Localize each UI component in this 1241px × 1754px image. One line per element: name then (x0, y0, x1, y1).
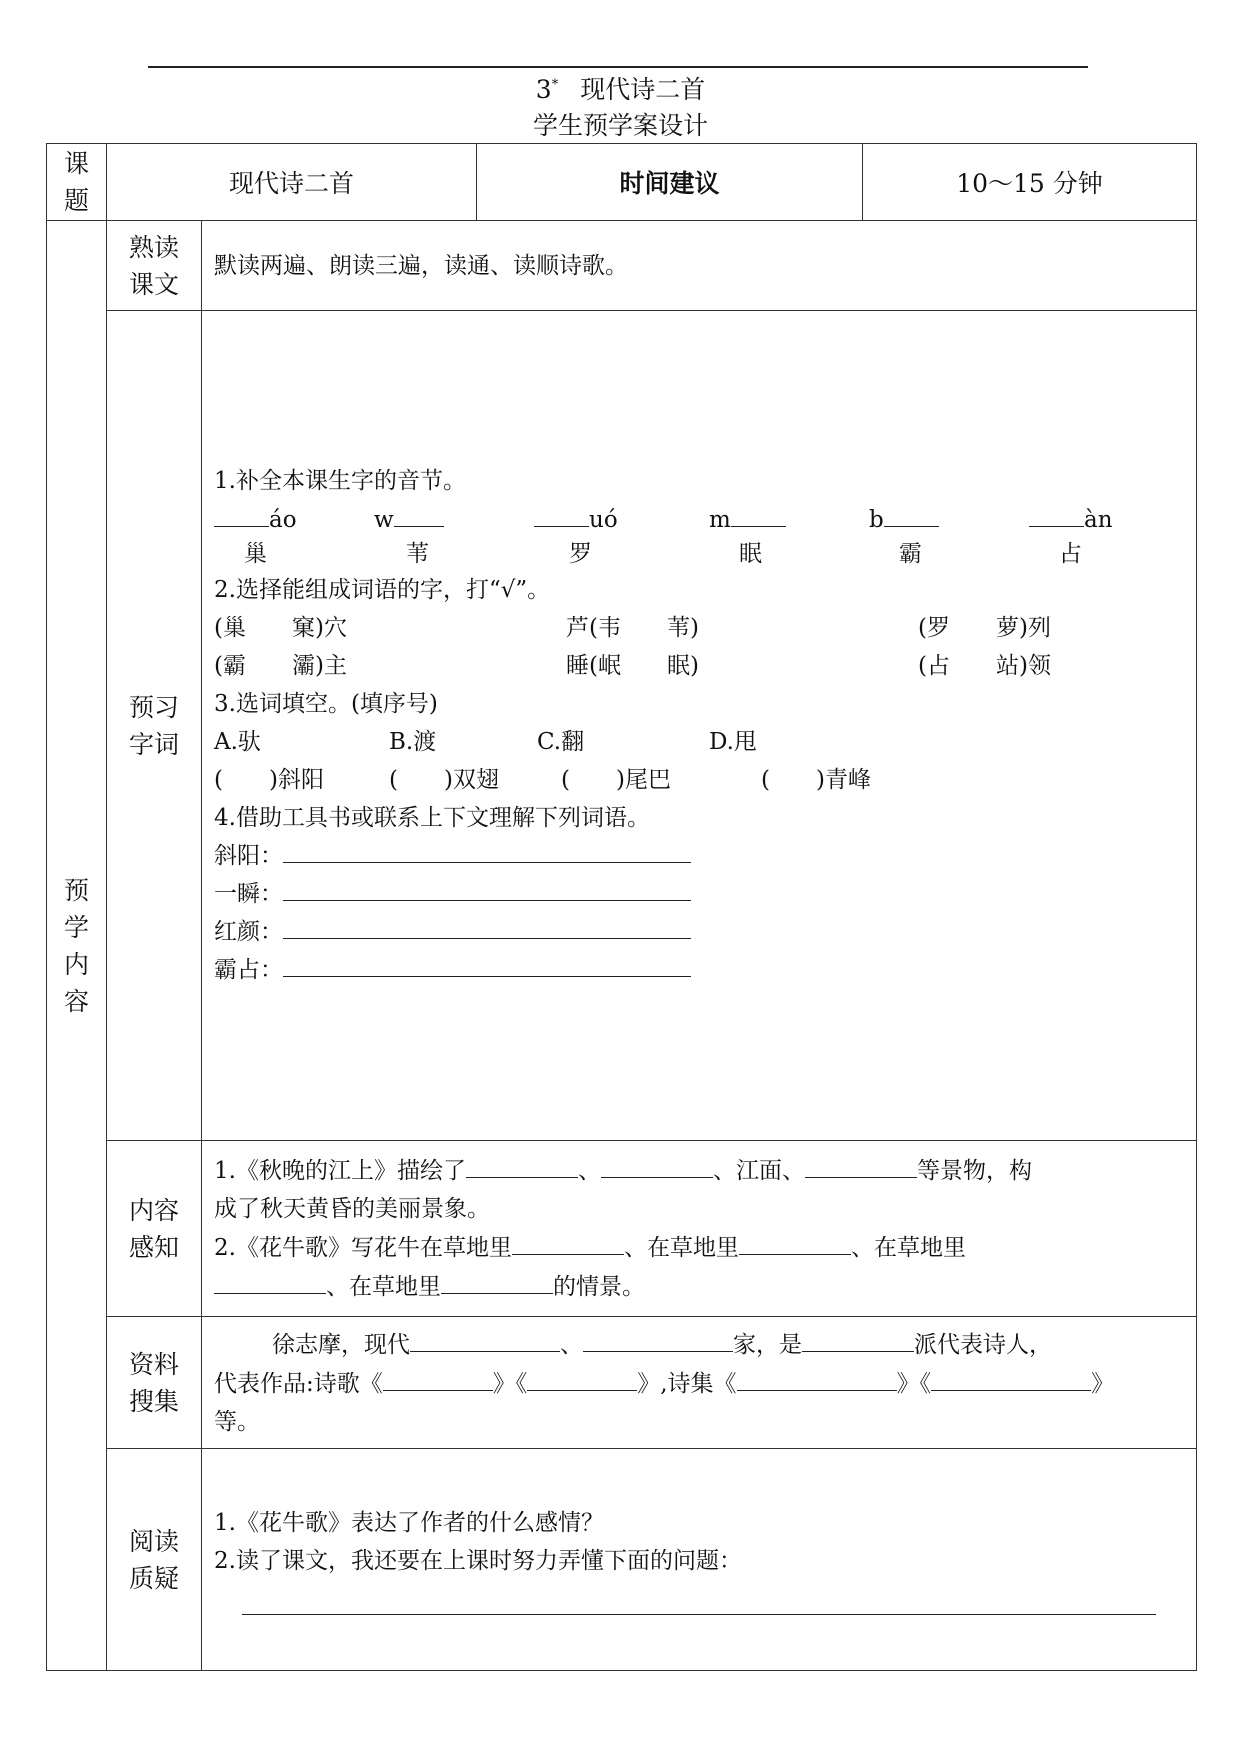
choice-1-2: 芦(韦 苇) (566, 615, 699, 641)
read-text: 默读两遍、朗读三遍，读通、读顺诗歌。 (202, 221, 1197, 311)
question-1: 1.《花牛歌》表达了作者的什么感情？ (214, 1510, 604, 1536)
topic-label: 课题 (47, 144, 107, 221)
read-label: 熟读 课文 (107, 221, 202, 311)
word-line-1: 斜阳： (214, 837, 1186, 875)
q3-text: 3.选词填空。(填序号) (214, 691, 438, 717)
perceive-line-2: 成了秋天黄昏的美丽景象。 (214, 1196, 490, 1222)
word-line-4: 霸占： (214, 951, 1186, 989)
q4-text: 4.借助工具书或联系上下文理解下列词语。 (214, 805, 650, 831)
material-line-1: 徐志摩，现代 、 家，是 派代表诗人， (214, 1325, 1186, 1364)
material-label: 资料 搜集 (107, 1317, 202, 1449)
pinyin-2: w (374, 500, 534, 537)
row-question (47, 1449, 1197, 1671)
time-value: 10～15 分钟 (863, 144, 1197, 221)
char-row (214, 537, 1186, 571)
perceive-line-1: 1.《秋晚的江上》描绘了 、 、江面、 等景物，构 (214, 1151, 1186, 1190)
time-label: 时间建议 (477, 144, 863, 221)
option-a: A.驮 (214, 729, 261, 755)
blank-3: ( )尾巴 (561, 767, 671, 793)
choice-2-1: (霸 灞)主 (214, 653, 347, 679)
blank-2: ( )双翅 (389, 767, 499, 793)
topic-value: 现代诗二首 (107, 144, 477, 221)
pinyin-6: àn (1029, 500, 1113, 537)
lesson-number: 3* (535, 75, 559, 104)
row-perceive (47, 1141, 1197, 1317)
preview-content (202, 311, 1197, 1141)
char-3: 罗 (569, 541, 592, 567)
material-line-3: 等。 (214, 1408, 260, 1435)
q2-text: 2.选择能组成词语的字，打“√”。 (214, 577, 551, 603)
preview-label: 预习 字词 (107, 311, 202, 1141)
char-5: 霸 (899, 541, 922, 567)
pinyin-4: m (709, 500, 869, 537)
question-label: 阅读 质疑 (107, 1449, 202, 1671)
perceive-line-3: 2.《花牛歌》写花牛在草地里 、在草地里 、在草地里 (214, 1228, 1186, 1267)
word-line-2: 一瞬： (214, 875, 1186, 913)
row-material (47, 1317, 1197, 1449)
pinyin-5: b (869, 500, 1029, 537)
worksheet-table (46, 143, 1197, 1671)
option-d: D.甩 (709, 729, 757, 755)
choice-1-3: (罗 萝)列 (918, 615, 1051, 641)
material-line-2: 代表作品:诗歌《 》《 》,诗集《 》《 》 (214, 1364, 1186, 1403)
char-6: 占 (1059, 541, 1082, 567)
pinyin-row (214, 500, 1186, 537)
blank-1: ( )斜阳 (214, 767, 324, 793)
pinyin-1: áo (214, 500, 374, 537)
choice-2-3: (占 站)领 (918, 653, 1051, 679)
material-content (202, 1317, 1197, 1449)
option-b: B.渡 (389, 729, 437, 755)
top-rule (148, 66, 1088, 68)
perceive-label: 内容 感知 (107, 1141, 202, 1317)
question-content (202, 1449, 1197, 1671)
row-read (47, 221, 1197, 311)
q1-text: 1.补全本课生字的音节。 (214, 468, 466, 494)
lesson-title-text: 现代诗二首 (580, 75, 706, 104)
choice-2-2: 睡(岷 眠) (566, 653, 699, 679)
char-2: 苇 (406, 541, 429, 567)
lesson-title (0, 70, 1241, 106)
question-2: 2.读了课文，我还要在上课时努力弄懂下面的问题： (214, 1548, 742, 1574)
choice-1-1: (巢 窠)穴 (214, 615, 347, 641)
char-4: 眠 (739, 541, 762, 567)
word-line-3: 红颜： (214, 913, 1186, 951)
section-label: 预学内容 (63, 875, 89, 1016)
choice-row-2 (214, 647, 1186, 685)
option-c: C.翻 (537, 729, 585, 755)
answer-line (242, 1594, 1156, 1615)
pinyin-3: uó (534, 500, 709, 537)
perceive-content (202, 1141, 1197, 1317)
blanks-row (214, 761, 1186, 799)
options-row (214, 723, 1186, 761)
perceive-line-4: 、在草地里 的情景。 (214, 1267, 1186, 1306)
blank-4: ( )青峰 (761, 767, 871, 793)
choice-row-1 (214, 609, 1186, 647)
row-preview (47, 311, 1197, 1141)
char-1: 巢 (244, 541, 267, 567)
section-label-cell (47, 221, 107, 1671)
topic-row (47, 144, 1197, 221)
page-subtitle: 学生预学案设计 (532, 111, 708, 140)
